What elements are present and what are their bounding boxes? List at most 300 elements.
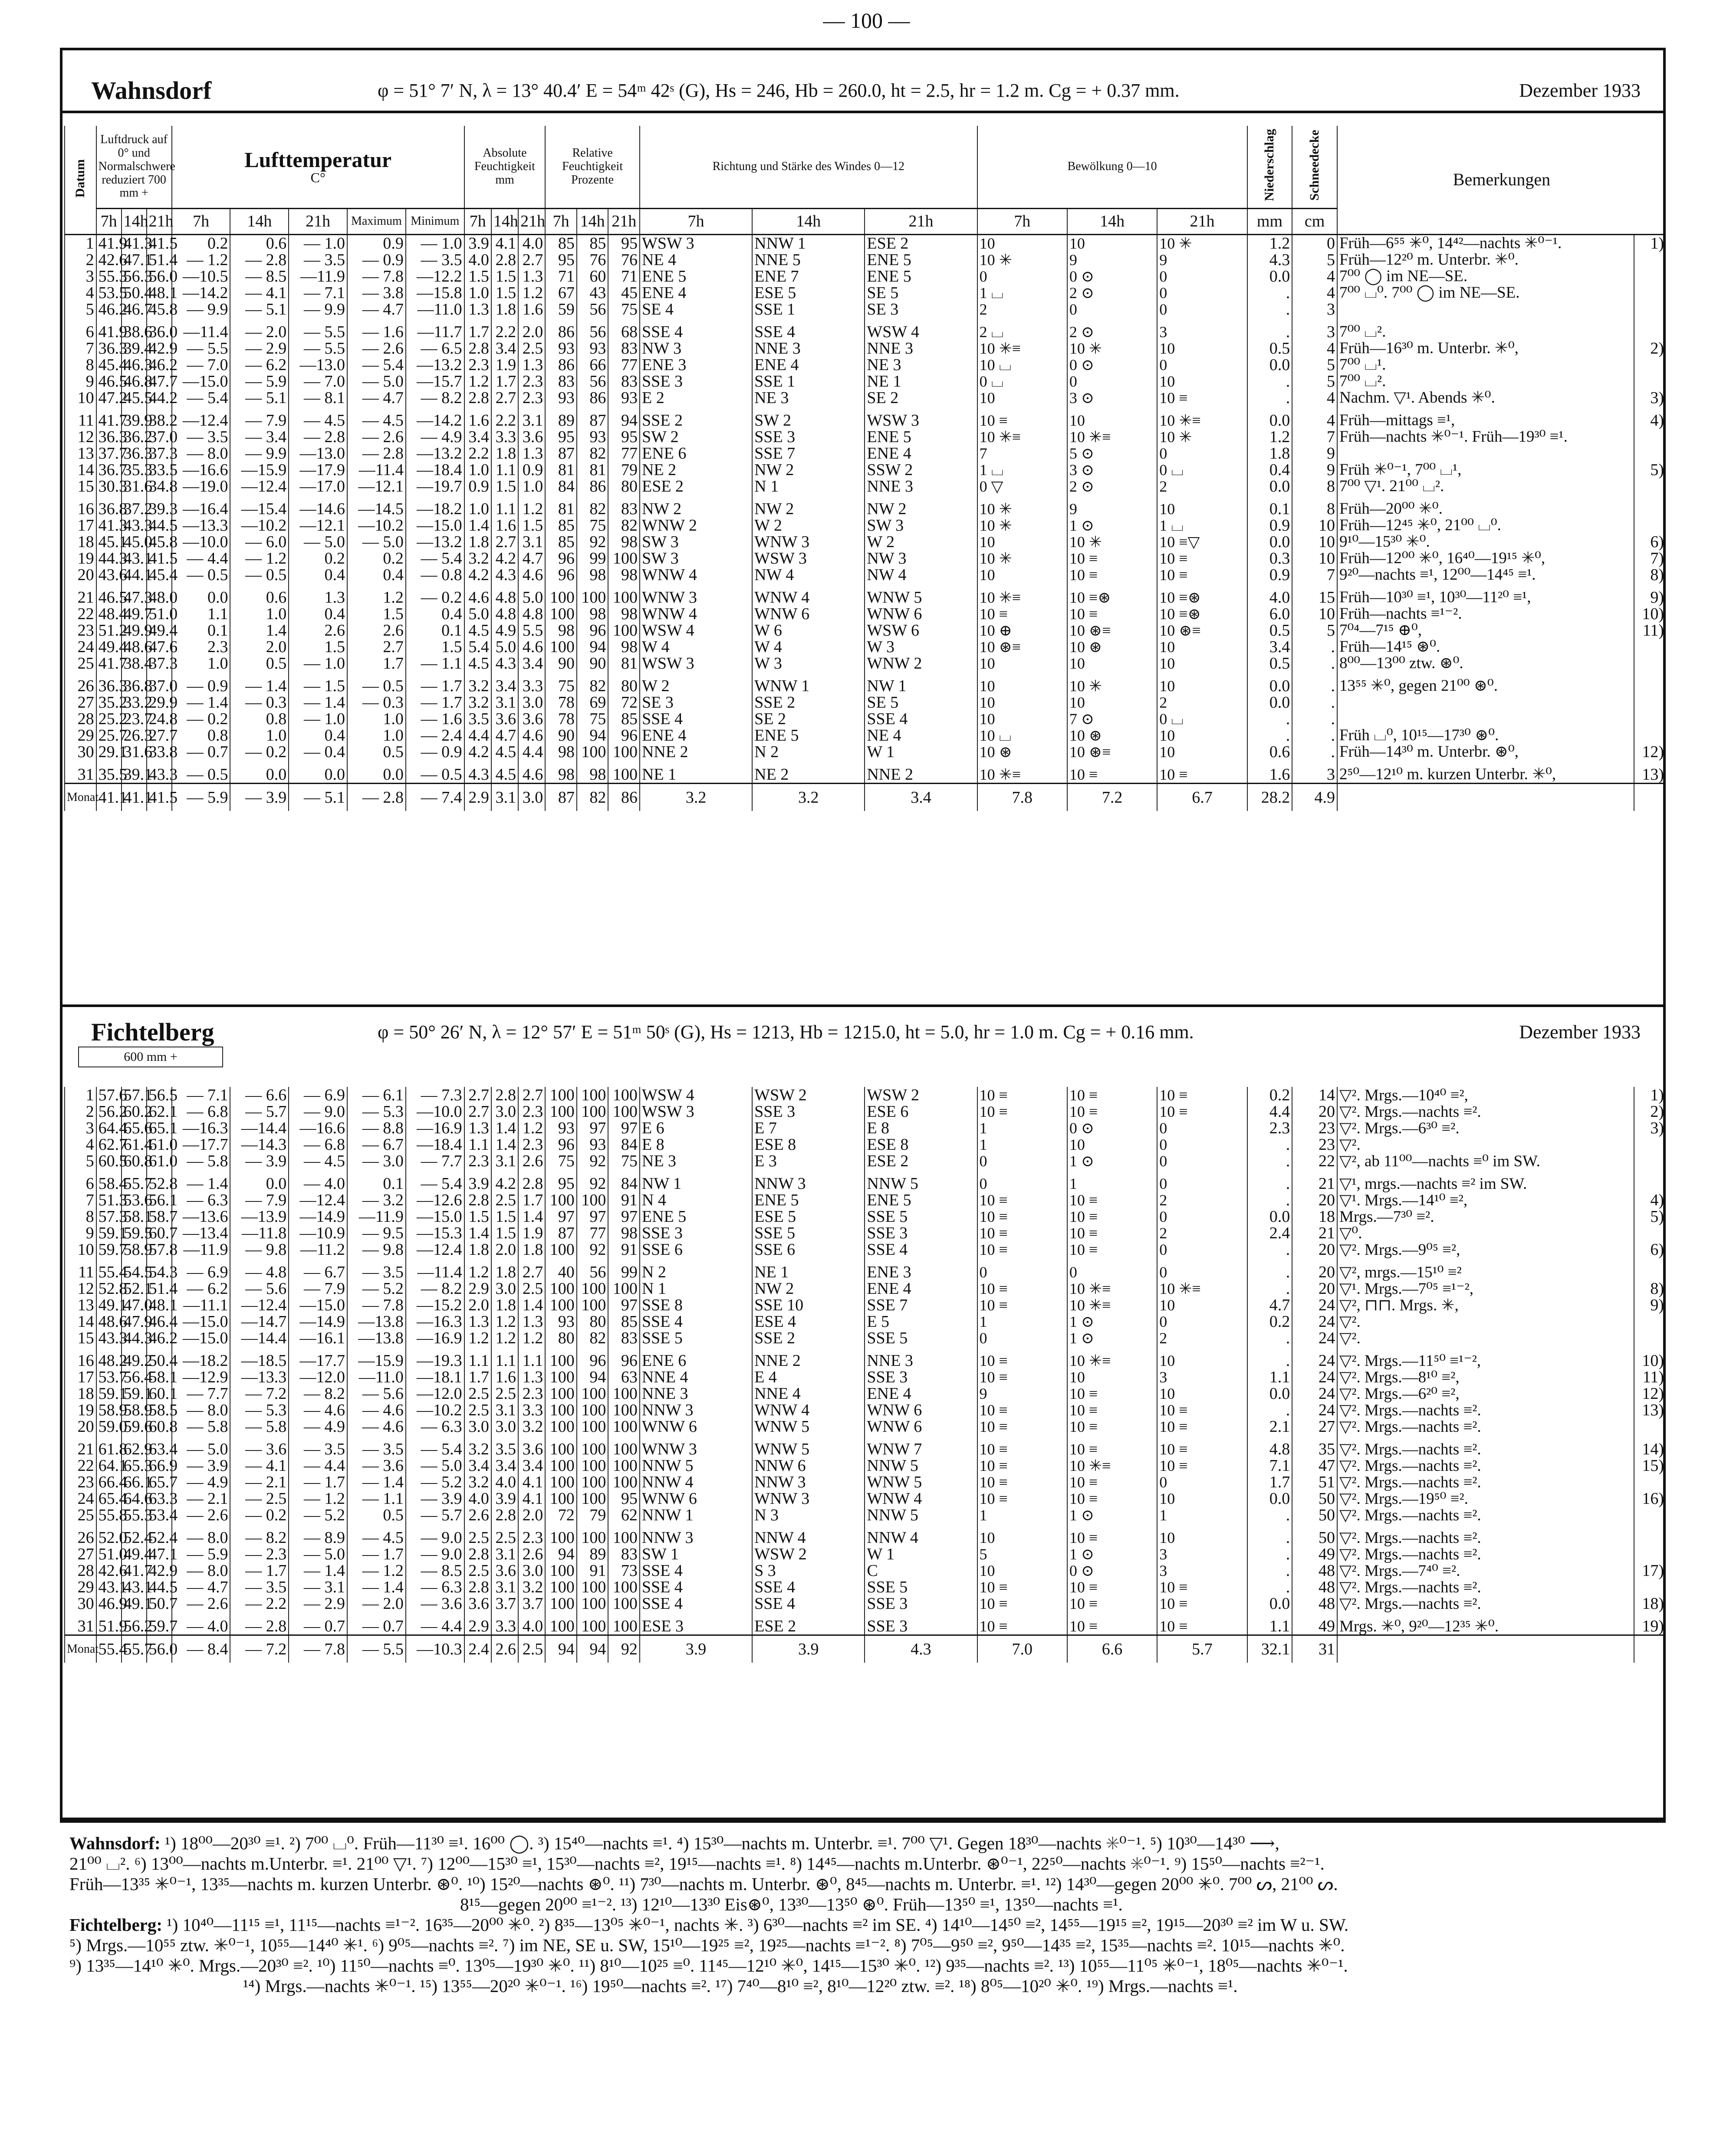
- temp-max-cell: — 3.0: [347, 1153, 406, 1169]
- temp-14h-cell: — 2.5: [230, 1490, 289, 1507]
- cloud-21h-summary: 5.7: [1157, 1635, 1247, 1663]
- datum-cell: 23: [65, 622, 96, 639]
- abs-hum-7h-cell: 3.9: [464, 1175, 491, 1192]
- abs-hum-14h-cell: 3.1: [491, 1402, 518, 1418]
- wind-14h-cell: NW 2: [752, 462, 865, 478]
- cloud-14h-cell: 10 ≡: [1067, 550, 1157, 567]
- pressure-7h-cell: 60.5: [96, 1153, 122, 1169]
- wind-14h-cell: WNW 1: [752, 678, 865, 694]
- abs-hum-21h-cell: 3.0: [518, 1562, 545, 1579]
- temp-21h-cell: — 7.9: [289, 1280, 347, 1297]
- pressure-21h-cell: 27.7: [147, 727, 172, 744]
- wind-21h-cell: ENE 4: [865, 445, 977, 462]
- table-row: [65, 589, 1666, 606]
- wind-21h-cell: WSW 4: [865, 324, 977, 340]
- temp-7h-cell: — 3.9: [172, 1457, 230, 1474]
- rel-hum-7h-cell: 67: [545, 285, 577, 301]
- pressure-21h-cell: 53.4: [147, 1507, 172, 1523]
- footnote-ref-cell: [1634, 678, 1666, 694]
- remark-cell: Früh—nachts ≡¹⁻².: [1337, 606, 1634, 622]
- temp-21h-cell: —15.0: [289, 1297, 347, 1313]
- temp-max-cell: — 3.8: [347, 285, 406, 301]
- temp-max-cell: —10.2: [347, 517, 406, 534]
- rel-hum-14h-cell: 100: [577, 1192, 608, 1208]
- footnote-ref-cell: [1634, 501, 1666, 517]
- pressure-14h-cell: 44.1: [122, 567, 147, 583]
- wind-21h-cell: NW 2: [865, 501, 977, 517]
- rel-hum-14h-cell: 80: [577, 1313, 608, 1330]
- wind-14h-cell: WSW 3: [752, 550, 865, 567]
- cloud-7h-cell: 1: [977, 1507, 1067, 1523]
- remark-cell: Mrgs.—7³⁰ ≡².: [1337, 1208, 1634, 1225]
- wind-14h-cell: W 2: [752, 517, 865, 534]
- cloud-21h-cell: 10 ⊛≡: [1157, 622, 1247, 639]
- footnote-ref-cell: [1634, 429, 1666, 445]
- rel-hum-21h-cell: 80: [608, 478, 640, 495]
- pressure-7h-cell: 29.1: [96, 744, 122, 760]
- temp-14h-cell: — 7.2: [230, 1385, 289, 1402]
- cloud-21h-cell: 10 ≡: [1157, 567, 1247, 583]
- cloud-21h-cell: 10: [1157, 1529, 1247, 1546]
- temp-min-cell: —16.9: [406, 1120, 464, 1136]
- cloud-7h-cell: 1: [977, 1313, 1067, 1330]
- abs-hum-21h-cell: 3.6: [518, 1441, 545, 1457]
- snow-depth-cell: 23: [1292, 1120, 1337, 1136]
- wind-7h-cell: SE 4: [640, 301, 752, 318]
- abs-hum-21h-cell: 4.0: [518, 234, 545, 252]
- cloud-7h-cell: 10 ≡: [977, 1595, 1067, 1612]
- temp-max-cell: — 1.6: [347, 324, 406, 340]
- table-row: [65, 1103, 1666, 1120]
- datum-cell: 17: [65, 1369, 96, 1385]
- wind-14h-cell: NNE 3: [752, 340, 865, 357]
- rel-hum-7h-cell: 75: [545, 1153, 577, 1169]
- temp-7h-cell: — 7.1: [172, 1087, 230, 1103]
- snow-depth-cell: 21: [1292, 1225, 1337, 1241]
- temp-7h-cell: — 7.0: [172, 357, 230, 373]
- precipitation-cell: 1.2: [1247, 429, 1292, 445]
- wind-7h-cell: SSE 4: [640, 1562, 752, 1579]
- abs-hum-21h-cell: 3.1: [518, 534, 545, 550]
- wind-14h-cell: NNE 2: [752, 1352, 865, 1369]
- cloud-14h-cell: 10 ≡: [1067, 1402, 1157, 1418]
- pressure-7h-cell: 44.3: [96, 550, 122, 567]
- abs-hum-7h-cell: 3.4: [464, 1457, 491, 1474]
- table-row: [65, 412, 1666, 429]
- datum-cell: 11: [65, 1264, 96, 1280]
- precipitation-cell: .: [1247, 373, 1292, 390]
- precipitation-cell: 4.4: [1247, 1103, 1292, 1120]
- abs-hum-21h-cell: 1.4: [518, 1297, 545, 1313]
- header-lufttemperatur: Lufttemperatur C°: [172, 126, 464, 208]
- pressure-7h-cell: 35.2: [96, 694, 122, 711]
- temp-14h-cell: — 0.5: [230, 567, 289, 583]
- precipitation-cell: .: [1247, 285, 1292, 301]
- pressure-7h-cell: 25.7: [96, 727, 122, 744]
- datum-cell: 14: [65, 462, 96, 478]
- footnote-ref-cell: [1634, 1264, 1666, 1280]
- precipitation-cell: 4.0: [1247, 589, 1292, 606]
- remark-summary: [1337, 783, 1634, 811]
- cloud-14h-cell: 10 ⊛: [1067, 639, 1157, 655]
- cloud-21h-cell: 10: [1157, 744, 1247, 760]
- cloud-14h-cell: 10 ⊛≡: [1067, 622, 1157, 639]
- datum-cell: 25: [65, 1507, 96, 1523]
- abs-hum-21h-cell: 1.1: [518, 1352, 545, 1369]
- wind-7h-cell: WNW 6: [640, 1418, 752, 1435]
- pressure-14h-cell: 58.1: [122, 1208, 147, 1225]
- temp-21h-cell: — 5.5: [289, 340, 347, 357]
- temp-21h-cell: — 3.5: [289, 252, 347, 268]
- temp-14h-cell: — 4.1: [230, 285, 289, 301]
- pressure-21h-cell: 51.0: [147, 606, 172, 622]
- abs-hum-14h-cell: 4.2: [491, 550, 518, 567]
- footnote-ref-summary: [1634, 783, 1666, 811]
- cloud-14h-cell: 1 ⊙: [1067, 1546, 1157, 1562]
- snow-depth-cell: 5: [1292, 622, 1337, 639]
- temp-14h-cell: —11.8: [230, 1225, 289, 1241]
- pressure-7h-cell: 64.1: [96, 1457, 122, 1474]
- temp-min-cell: —15.7: [406, 373, 464, 390]
- abs-hum-21h-cell: 1.4: [518, 1208, 545, 1225]
- abs-hum-21h-cell: 3.7: [518, 1595, 545, 1612]
- cloud-7h-cell: 10: [977, 1562, 1067, 1579]
- abs-hum-14h-cell: 1.7: [491, 373, 518, 390]
- snow-depth-cell: 48: [1292, 1595, 1337, 1612]
- temp-14h-cell: —13.3: [230, 1369, 289, 1385]
- temp-21h-cell: —13.0: [289, 357, 347, 373]
- abs-hum-14h-cell: 4.7: [491, 727, 518, 744]
- table-row: [65, 324, 1666, 340]
- footnote-ref-cell: 4): [1634, 412, 1666, 429]
- table-row: [65, 1087, 1666, 1103]
- cloud-14h-cell: 10 ≡: [1067, 1441, 1157, 1457]
- temp-7h-cell: — 1.4: [172, 1175, 230, 1192]
- precipitation-cell: 4.3: [1247, 252, 1292, 268]
- wind-21h-cell: ENE 3: [865, 1264, 977, 1280]
- rel-hum-21h-cell: 97: [608, 1120, 640, 1136]
- abs-hum-7h-cell: 2.3: [464, 357, 491, 373]
- abs-hum-14h-cell: 4.0: [491, 1474, 518, 1490]
- remark-cell: ▽². Mrgs.—nachts ≡².: [1337, 1103, 1634, 1120]
- abs-hum-14h-cell: 1.6: [491, 517, 518, 534]
- abs-hum-7h-cell: 1.5: [464, 268, 491, 285]
- abs-hum-14h-cell: 1.1: [491, 501, 518, 517]
- pressure-14h-cell: 56.2: [122, 1618, 147, 1635]
- snow-depth-cell: 50: [1292, 1507, 1337, 1523]
- abs-hum-7h-cell: 2.3: [464, 1153, 491, 1169]
- divider: [60, 1004, 1666, 1007]
- datum-cell: 3: [65, 1120, 96, 1136]
- header-datum: Datum: [65, 126, 96, 234]
- snow-depth-cell: 20: [1292, 1280, 1337, 1297]
- wind-14h-cell: NNW 1: [752, 234, 865, 252]
- rel-hum-14h-cell: 75: [577, 517, 608, 534]
- snow-depth-cell: .: [1292, 694, 1337, 711]
- precipitation-cell: .: [1247, 1136, 1292, 1153]
- pressure-14h-cell: 35.3: [122, 462, 147, 478]
- temp-max-cell: 0.5: [347, 744, 406, 760]
- cloud-7h-cell: 1 ⌴: [977, 462, 1067, 478]
- temp-max-cell: 2.7: [347, 639, 406, 655]
- temp-7h-cell: —10.5: [172, 268, 230, 285]
- pressure-21h-cell: 65.1: [147, 1120, 172, 1136]
- cloud-7h-cell: 10: [977, 655, 1067, 672]
- pressure-14h-cell: 58.9: [122, 1241, 147, 1258]
- rel-hum-7h-cell: 100: [545, 1369, 577, 1385]
- rel-hum-21h-cell: 80: [608, 678, 640, 694]
- temp-14h-cell: 1.0: [230, 727, 289, 744]
- pressure-21h-cell: 47.6: [147, 639, 172, 655]
- wind-14h-cell: N 3: [752, 1507, 865, 1523]
- temp-21h-cell: —12.4: [289, 1192, 347, 1208]
- cloud-7h-cell: 10 ≡: [977, 1474, 1067, 1490]
- table-row: [65, 390, 1666, 406]
- pressure-7h-cell: 51.2: [96, 622, 122, 639]
- precipitation-cell: .: [1247, 711, 1292, 727]
- temp-14h-cell: — 7.9: [230, 412, 289, 429]
- rel-hum-21h-cell: 100: [608, 1418, 640, 1435]
- temp-7h-cell: — 5.8: [172, 1418, 230, 1435]
- pressure-21h-cell: 46.2: [147, 1330, 172, 1346]
- snow-depth-cell: 24: [1292, 1369, 1337, 1385]
- snow-depth-cell: 10: [1292, 517, 1337, 534]
- pressure-7h-cell: 66.4: [96, 1474, 122, 1490]
- pressure-7h-cell: 57.3: [96, 1208, 122, 1225]
- cloud-7h-cell: 10 ≡: [977, 1402, 1067, 1418]
- sub-7h: 7h: [545, 208, 577, 234]
- rel-hum-14h-cell: 86: [577, 390, 608, 406]
- abs-hum-21h-cell: 4.6: [518, 639, 545, 655]
- abs-hum-21h-cell: 3.1: [518, 412, 545, 429]
- abs-hum-7h-cell: 3.2: [464, 550, 491, 567]
- wind-21h-cell: SSE 5: [865, 1579, 977, 1595]
- pressure-base-badge: 600 mm +: [78, 1047, 223, 1067]
- pressure-14h-cell: 43.3: [122, 517, 147, 534]
- table-row: [65, 567, 1666, 583]
- precipitation-summary: 28.2: [1247, 783, 1292, 811]
- wind-21h-cell: NNE 2: [865, 766, 977, 784]
- rel-hum-7h-cell: 100: [545, 1297, 577, 1313]
- pressure-7h-cell: 49.1: [96, 1297, 122, 1313]
- table-row: [65, 1418, 1666, 1435]
- rel-hum-14h-cell: 100: [577, 1595, 608, 1612]
- table-row: [65, 301, 1666, 318]
- remark-cell: ▽². Mrgs.—6³⁰ ≡².: [1337, 1120, 1634, 1136]
- rel-hum-21h-cell: 100: [608, 550, 640, 567]
- table-row: [65, 1120, 1666, 1136]
- table-row: [65, 1579, 1666, 1595]
- station-name: Wahnsdorf: [91, 76, 212, 105]
- precipitation-cell: .: [1247, 390, 1292, 406]
- header-wind: Richtung und Stärke des Windes 0—12: [640, 126, 977, 208]
- abs-hum-7h-cell: 3.2: [464, 1441, 491, 1457]
- abs-hum-14h-cell: 4.3: [491, 655, 518, 672]
- temp-14h-cell: — 5.1: [230, 301, 289, 318]
- remark-cell: 2⁵⁰—12¹⁰ m. kurzen Unterbr. ✳⁰,: [1337, 766, 1634, 784]
- abs-hum-14h-summary: 3.1: [491, 783, 518, 811]
- pressure-21h-cell: 46.4: [147, 1313, 172, 1330]
- precipitation-cell: 2.4: [1247, 1225, 1292, 1241]
- pressure-21h-cell: 60.7: [147, 1225, 172, 1241]
- snow-depth-cell: 10: [1292, 534, 1337, 550]
- temp-max-cell: — 3.5: [347, 1264, 406, 1280]
- wind-21h-cell: NW 3: [865, 550, 977, 567]
- temp-min-cell: —11.7: [406, 324, 464, 340]
- abs-hum-14h-cell: 2.2: [491, 412, 518, 429]
- wind-14h-cell: NW 2: [752, 1280, 865, 1297]
- temp-21h-cell: — 8.1: [289, 390, 347, 406]
- temp-max-cell: — 1.4: [347, 1579, 406, 1595]
- temp-21h-cell: —16.6: [289, 1120, 347, 1136]
- temp-7h-cell: 2.3: [172, 639, 230, 655]
- wind-21h-cell: SE 2: [865, 390, 977, 406]
- temp-21h-cell: —14.6: [289, 501, 347, 517]
- temp-7h-cell: —13.6: [172, 1208, 230, 1225]
- temp-21h-cell: — 8.2: [289, 1385, 347, 1402]
- temp-7h-cell: — 5.9: [172, 1546, 230, 1562]
- wind-7h-cell: SW 3: [640, 534, 752, 550]
- temp-21h-cell: 2.6: [289, 622, 347, 639]
- cloud-21h-cell: 10 ≡▽: [1157, 534, 1247, 550]
- remark-cell: Früh ✳⁰⁻¹, 7⁰⁰ ⌴¹,: [1337, 462, 1634, 478]
- wind-7h-cell: WNW 3: [640, 1441, 752, 1457]
- footnote-ref-cell: [1634, 357, 1666, 373]
- pressure-21h-cell: 43.3: [147, 766, 172, 784]
- pressure-21h-cell: 48.1: [147, 285, 172, 301]
- cloud-14h-cell: 10 ✳: [1067, 340, 1157, 357]
- abs-hum-21h-cell: 3.2: [518, 1579, 545, 1595]
- wind-21h-cell: ENE 4: [865, 1385, 977, 1402]
- cloud-7h-cell: 10 ≡: [977, 1579, 1067, 1595]
- table-row: [65, 1595, 1666, 1612]
- abs-hum-21h-cell: 1.2: [518, 1120, 545, 1136]
- rel-hum-7h-cell: 75: [545, 678, 577, 694]
- snow-depth-cell: 5: [1292, 373, 1337, 390]
- temp-min-cell: — 4.9: [406, 429, 464, 445]
- footnote-ref-cell: 1): [1634, 234, 1666, 252]
- pressure-14h-cell: 48.6: [122, 639, 147, 655]
- rel-hum-7h-cell: 78: [545, 711, 577, 727]
- rel-hum-21h-cell: 83: [608, 373, 640, 390]
- rel-hum-14h-cell: 90: [577, 655, 608, 672]
- abs-hum-7h-cell: 3.6: [464, 1595, 491, 1612]
- footnote-ref-cell: [1634, 517, 1666, 534]
- cloud-7h-cell: 10 ≡: [977, 1103, 1067, 1120]
- pressure-7h-cell: 49.4: [96, 639, 122, 655]
- pressure-7h-cell: 62.7: [96, 1136, 122, 1153]
- wind-14h-cell: SSE 4: [752, 1579, 865, 1595]
- pressure-14h-cell: 44.3: [122, 1330, 147, 1346]
- pressure-14h-cell: 47.9: [122, 1313, 147, 1330]
- station-coords: φ = 51° 7′ N, λ = 13° 40.4′ E = 54ᵐ 42ˢ (G), Hs = 246, Hb = 260.0, ht = 2.5, hr = 1.2 m. Cg = + 0.37 mm.: [378, 80, 1180, 101]
- table-row: [65, 517, 1666, 534]
- temp-min-cell: — 8.2: [406, 1280, 464, 1297]
- wind-21h-cell: NNW 5: [865, 1507, 977, 1523]
- pressure-14h-cell: 64.6: [122, 1490, 147, 1507]
- precipitation-cell: .: [1247, 1529, 1292, 1546]
- abs-hum-7h-cell: 5.4: [464, 639, 491, 655]
- pressure-21h-cell: 29.9: [147, 694, 172, 711]
- wind-14h-cell: SSE 4: [752, 1595, 865, 1612]
- wind-14h-cell: WSW 2: [752, 1546, 865, 1562]
- rel-hum-14h-cell: 69: [577, 694, 608, 711]
- wind-21h-cell: WNW 5: [865, 1474, 977, 1490]
- footnote-ref-cell: [1634, 1418, 1666, 1435]
- abs-hum-7h-cell: 1.1: [464, 1352, 491, 1369]
- wind-21h-cell: SSE 3: [865, 1369, 977, 1385]
- rel-hum-14h-cell: 75: [577, 711, 608, 727]
- sub-14h: 14h: [122, 208, 147, 234]
- temp-min-cell: — 9.0: [406, 1529, 464, 1546]
- wind-14h-cell: WNW 5: [752, 1418, 865, 1435]
- abs-hum-14h-cell: 3.1: [491, 694, 518, 711]
- rel-hum-7h-cell: 100: [545, 1402, 577, 1418]
- remark-cell: Früh—6⁵⁵ ✳⁰, 14⁴²—nachts ✳⁰⁻¹.: [1337, 234, 1634, 252]
- abs-hum-14h-cell: 5.0: [491, 639, 518, 655]
- rel-hum-14h-cell: 43: [577, 285, 608, 301]
- snow-depth-cell: 47: [1292, 1457, 1337, 1474]
- pressure-14h-cell: 47.1: [122, 252, 147, 268]
- remark-cell: ▽², ⊓⊓. Mrgs. ✳,: [1337, 1297, 1634, 1313]
- wind-7h-cell: NE 3: [640, 1153, 752, 1169]
- wind-7h-cell: NNW 3: [640, 1402, 752, 1418]
- cloud-7h-cell: 2 ⌴: [977, 324, 1067, 340]
- pressure-21h-cell: 33.5: [147, 462, 172, 478]
- sub-21h: 21h: [147, 208, 172, 234]
- rel-hum-7h-cell: 90: [545, 655, 577, 672]
- cloud-14h-cell: 10 ✳≡: [1067, 1457, 1157, 1474]
- temp-max-summary: — 5.5: [347, 1635, 406, 1663]
- cloud-7h-cell: 10: [977, 678, 1067, 694]
- temp-14h-summary: — 3.9: [230, 783, 289, 811]
- abs-hum-7h-cell: 1.8: [464, 1241, 491, 1258]
- pressure-21h-cell: 62.1: [147, 1103, 172, 1120]
- temp-21h-cell: — 1.4: [289, 694, 347, 711]
- table-row: [65, 252, 1666, 268]
- table-row: [65, 429, 1666, 445]
- temp-min-cell: — 0.9: [406, 744, 464, 760]
- cloud-21h-cell: 3: [1157, 1562, 1247, 1579]
- temp-7h-cell: 0.8: [172, 727, 230, 744]
- pressure-7h-cell: 51.9: [96, 1618, 122, 1635]
- precipitation-cell: 1.1: [1247, 1369, 1292, 1385]
- abs-hum-21h-cell: 1.9: [518, 1225, 545, 1241]
- footnote-ref-cell: [1634, 445, 1666, 462]
- snow-depth-cell: 50: [1292, 1529, 1337, 1546]
- footnote-ref-cell: [1634, 639, 1666, 655]
- wind-7h-cell: W 4: [640, 639, 752, 655]
- remark-cell: ▽². Mrgs.—19⁵⁰ ≡².: [1337, 1490, 1634, 1507]
- cloud-7h-cell: 10 ⊕: [977, 622, 1067, 639]
- snow-depth-cell: 24: [1292, 1402, 1337, 1418]
- temp-min-cell: —19.3: [406, 1352, 464, 1369]
- wind-7h-cell: ENE 6: [640, 445, 752, 462]
- temp-14h-cell: — 6.0: [230, 534, 289, 550]
- snow-depth-cell: 7: [1292, 429, 1337, 445]
- pressure-14h-cell: 38.6: [122, 324, 147, 340]
- rel-hum-21h-cell: 84: [608, 1175, 640, 1192]
- sub-min: Minimum: [406, 208, 464, 234]
- abs-hum-21h-cell: 1.3: [518, 268, 545, 285]
- precipitation-cell: 0.0: [1247, 412, 1292, 429]
- abs-hum-14h-cell: 1.8: [491, 1297, 518, 1313]
- cloud-7h-cell: 0 ⌴: [977, 373, 1067, 390]
- rel-hum-21h-cell: 100: [608, 1087, 640, 1103]
- temp-14h-summary: — 7.2: [230, 1635, 289, 1663]
- cloud-14h-cell: 0: [1067, 1264, 1157, 1280]
- datum-cell: 21: [65, 589, 96, 606]
